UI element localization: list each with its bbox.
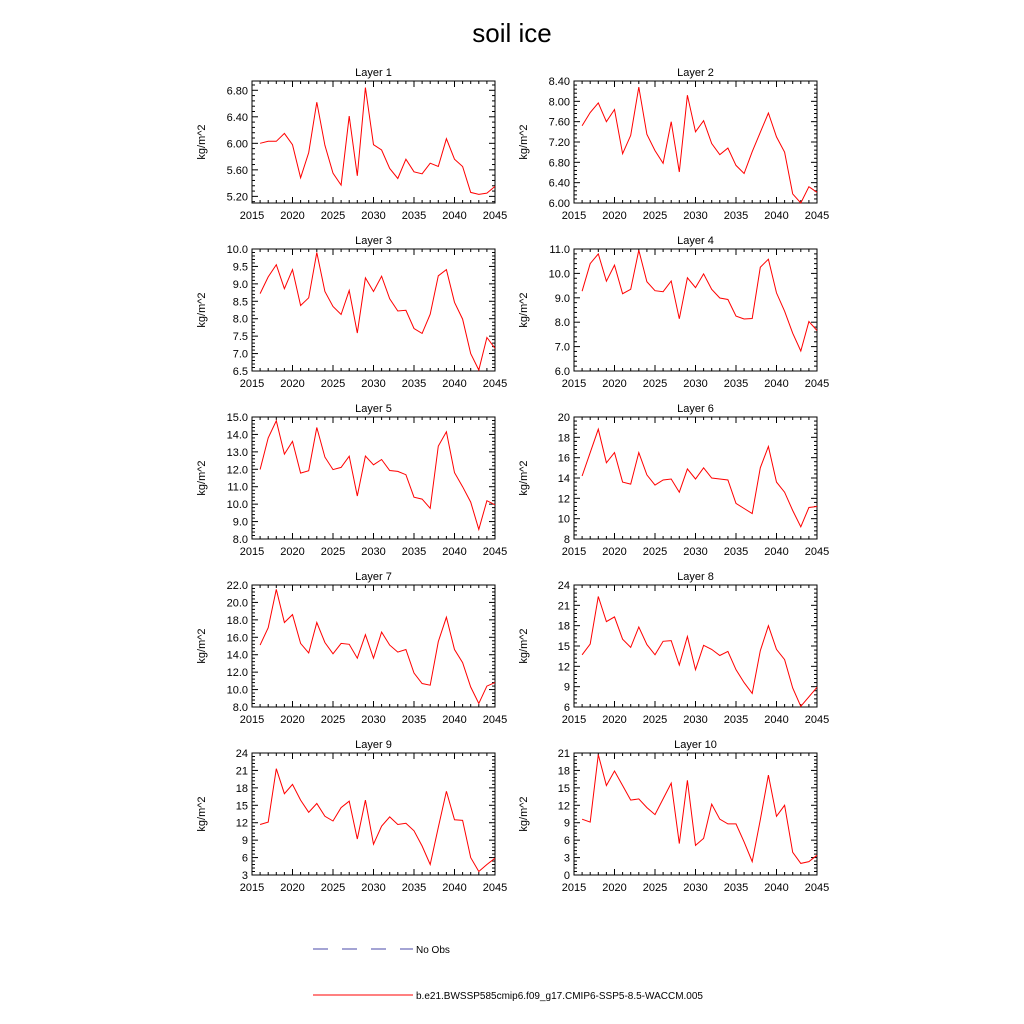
plot-frame — [574, 249, 817, 371]
y-tick-label: 7.0 — [232, 348, 248, 361]
x-tick-label: 2025 — [320, 378, 346, 390]
x-tick-label: 2040 — [764, 546, 789, 558]
y-tick-label: 12 — [557, 800, 570, 813]
y-tick-label: 6.0 — [554, 366, 570, 378]
x-tick-label: 2015 — [561, 378, 587, 390]
panel-layer-7 — [196, 571, 507, 726]
y-tick-label: 10.0 — [226, 499, 248, 512]
y-tick-label: 7.60 — [548, 116, 570, 129]
panel-layer-8 — [518, 571, 829, 726]
x-tick-label: 2035 — [401, 378, 427, 390]
x-tick-label: 2030 — [361, 714, 386, 726]
y-tick-label: 8.5 — [232, 296, 248, 309]
x-tick-label: 2020 — [602, 714, 627, 726]
y-tick-label: 9 — [563, 681, 570, 694]
plot-frame — [574, 417, 817, 539]
x-tick-label: 2025 — [320, 546, 346, 558]
series-line — [582, 250, 817, 351]
x-tick-label: 2030 — [361, 546, 386, 558]
x-tick-label: 2040 — [442, 546, 467, 558]
x-tick-label: 2025 — [642, 714, 668, 726]
y-axis-label: kg/m^2 — [518, 628, 530, 664]
x-tick-label: 2025 — [642, 210, 668, 222]
series-line — [260, 421, 495, 530]
y-tick-label: 7.5 — [232, 331, 248, 344]
plot-frame — [252, 417, 495, 539]
x-tick-label: 2040 — [764, 882, 789, 894]
y-tick-label: 18.0 — [226, 614, 248, 627]
y-tick-label: 6 — [563, 835, 570, 848]
y-tick-label: 18 — [557, 432, 570, 445]
series-line — [582, 429, 817, 527]
x-tick-label: 2015 — [561, 210, 587, 222]
x-tick-label: 2020 — [602, 546, 627, 558]
y-tick-label: 18 — [557, 620, 570, 633]
series-line — [582, 755, 817, 864]
series-line — [582, 597, 817, 707]
y-tick-label: 9.0 — [232, 516, 248, 529]
panels — [196, 67, 829, 894]
y-tick-label: 24 — [235, 748, 248, 760]
y-tick-label: 22.0 — [226, 580, 248, 592]
y-tick-label: 9.5 — [232, 261, 248, 274]
y-tick-label: 10.0 — [226, 244, 248, 256]
legend-label-no-obs: No Obs — [416, 945, 450, 956]
legend-label-model-run: b.e21.BWSSP585cmip6.f09_g17.CMIP6-SSP5-8.5-WACCM.005 — [416, 991, 703, 1002]
plot-frame — [574, 753, 817, 875]
plot-frame — [252, 753, 495, 875]
panel-layer-4 — [518, 235, 829, 390]
x-tick-label: 2015 — [561, 714, 587, 726]
y-tick-label: 12 — [557, 661, 570, 674]
x-tick-label: 2045 — [482, 714, 508, 726]
panel-layer-2 — [518, 67, 829, 222]
panel-layer-1 — [196, 67, 507, 222]
legend — [313, 945, 703, 1002]
plot-frame — [574, 585, 817, 707]
x-tick-label: 2020 — [280, 714, 305, 726]
x-tick-label: 2040 — [442, 882, 467, 894]
x-tick-label: 2045 — [482, 546, 508, 558]
y-tick-label: 8.00 — [548, 96, 570, 109]
x-tick-label: 2020 — [280, 210, 305, 222]
x-tick-label: 2035 — [723, 714, 749, 726]
x-tick-label: 2035 — [401, 210, 427, 222]
x-tick-label: 2030 — [683, 210, 708, 222]
x-tick-label: 2025 — [320, 714, 346, 726]
y-tick-label: 8.0 — [232, 702, 248, 714]
y-tick-label: 5.20 — [226, 191, 248, 204]
panel-title: Layer 6 — [677, 403, 714, 415]
y-axis-label: kg/m^2 — [196, 124, 208, 160]
y-tick-label: 10.0 — [226, 684, 248, 697]
y-axis-label: kg/m^2 — [196, 628, 208, 664]
x-tick-label: 2035 — [723, 378, 749, 390]
panel-title: Layer 1 — [355, 67, 392, 79]
y-tick-label: 6.80 — [548, 157, 570, 170]
x-tick-label: 2030 — [683, 546, 708, 558]
x-tick-label: 2030 — [361, 882, 386, 894]
y-tick-label: 15 — [557, 782, 570, 795]
x-tick-label: 2020 — [280, 546, 305, 558]
series-line — [260, 769, 495, 872]
panel-title: Layer 10 — [674, 739, 717, 751]
y-axis-label: kg/m^2 — [518, 796, 530, 832]
y-tick-label: 11.0 — [227, 481, 248, 494]
y-tick-label: 15.0 — [226, 412, 248, 424]
x-tick-label: 2035 — [723, 546, 749, 558]
x-tick-label: 2045 — [804, 546, 830, 558]
panel-layer-5 — [196, 403, 507, 558]
y-tick-label: 3 — [241, 870, 248, 882]
x-tick-label: 2045 — [482, 378, 508, 390]
x-tick-label: 2025 — [642, 378, 668, 390]
y-tick-label: 9 — [563, 817, 570, 830]
x-tick-label: 2040 — [764, 378, 789, 390]
y-tick-label: 12 — [235, 817, 248, 830]
y-tick-label: 21 — [557, 600, 570, 613]
x-tick-label: 2040 — [442, 714, 467, 726]
x-tick-label: 2020 — [280, 378, 305, 390]
y-tick-label: 6 — [563, 702, 570, 714]
x-tick-label: 2045 — [804, 378, 830, 390]
y-tick-label: 9.0 — [232, 278, 248, 291]
x-tick-label: 2045 — [482, 210, 508, 222]
y-tick-label: 15 — [235, 800, 248, 813]
x-tick-label: 2020 — [280, 882, 305, 894]
x-tick-label: 2040 — [764, 210, 789, 222]
x-tick-label: 2025 — [642, 546, 668, 558]
series-line — [582, 87, 817, 203]
y-tick-label: 8.0 — [232, 534, 248, 546]
figure-title: soil ice — [472, 18, 552, 48]
panel-layer-10 — [518, 739, 829, 894]
y-axis-label: kg/m^2 — [518, 460, 530, 496]
x-tick-label: 2030 — [683, 882, 708, 894]
plot-frame — [574, 81, 817, 203]
x-tick-label: 2025 — [320, 882, 346, 894]
y-tick-label: 3 — [563, 852, 570, 865]
x-tick-label: 2025 — [642, 882, 668, 894]
y-axis-label: kg/m^2 — [196, 796, 208, 832]
x-tick-label: 2040 — [442, 210, 467, 222]
y-tick-label: 6.40 — [548, 177, 570, 190]
y-tick-label: 7.20 — [548, 137, 570, 149]
y-tick-label: 13.0 — [226, 446, 248, 459]
y-tick-label: 6.5 — [232, 366, 248, 378]
y-tick-label: 12.0 — [226, 667, 248, 680]
y-tick-label: 8.40 — [548, 76, 570, 88]
y-tick-label: 21 — [235, 765, 248, 778]
x-tick-label: 2015 — [239, 714, 265, 726]
plot-frame — [252, 585, 495, 707]
series-line — [260, 253, 495, 371]
y-tick-label: 0 — [563, 870, 570, 882]
x-tick-label: 2020 — [602, 378, 627, 390]
x-tick-label: 2030 — [683, 378, 708, 390]
x-tick-label: 2045 — [804, 210, 830, 222]
panel-title: Layer 7 — [355, 571, 392, 583]
y-tick-label: 7.0 — [554, 341, 570, 354]
y-tick-label: 12 — [557, 493, 570, 506]
y-tick-label: 14 — [557, 473, 570, 485]
panel-title: Layer 5 — [355, 403, 392, 415]
y-tick-label: 8 — [563, 534, 570, 546]
y-axis-label: kg/m^2 — [196, 292, 208, 328]
x-tick-label: 2020 — [602, 210, 627, 222]
x-tick-label: 2040 — [442, 378, 467, 390]
y-tick-label: 20 — [557, 412, 570, 424]
x-tick-label: 2015 — [561, 546, 587, 558]
x-tick-label: 2045 — [482, 882, 508, 894]
y-axis-label: kg/m^2 — [518, 124, 530, 160]
y-tick-label: 14.0 — [226, 649, 248, 662]
y-tick-label: 8.0 — [554, 317, 570, 330]
y-tick-label: 6.00 — [226, 138, 248, 151]
series-line — [260, 88, 495, 195]
x-tick-label: 2035 — [723, 882, 749, 894]
x-tick-label: 2045 — [804, 714, 830, 726]
y-tick-label: 20.0 — [226, 597, 248, 610]
x-tick-label: 2015 — [239, 546, 265, 558]
y-tick-label: 16 — [557, 452, 570, 465]
y-tick-label: 6 — [241, 852, 248, 865]
y-axis-label: kg/m^2 — [518, 292, 530, 328]
y-tick-label: 12.0 — [226, 464, 248, 477]
y-tick-label: 14.0 — [226, 429, 248, 442]
x-tick-label: 2025 — [320, 210, 346, 222]
panel-layer-3 — [196, 235, 507, 390]
y-tick-label: 18 — [557, 765, 570, 778]
x-tick-label: 2015 — [239, 210, 265, 222]
x-tick-label: 2035 — [401, 714, 427, 726]
y-tick-label: 24 — [557, 580, 570, 592]
y-tick-label: 6.80 — [226, 85, 248, 98]
panel-title: Layer 4 — [677, 235, 714, 247]
y-tick-label: 11.0 — [549, 244, 570, 256]
panel-title: Layer 9 — [355, 739, 392, 751]
x-tick-label: 2035 — [401, 882, 427, 894]
y-tick-label: 6.00 — [548, 198, 570, 210]
x-tick-label: 2015 — [561, 882, 587, 894]
y-tick-label: 10.0 — [548, 268, 570, 281]
x-tick-label: 2030 — [683, 714, 708, 726]
y-tick-label: 5.60 — [226, 164, 248, 177]
y-tick-label: 9 — [241, 835, 248, 848]
x-tick-label: 2030 — [361, 210, 386, 222]
panel-title: Layer 2 — [677, 67, 714, 79]
panel-layer-9 — [196, 739, 507, 894]
x-tick-label: 2035 — [401, 546, 427, 558]
x-tick-label: 2040 — [764, 714, 789, 726]
panel-layer-6 — [518, 403, 829, 558]
y-tick-label: 21 — [557, 748, 570, 760]
panel-title: Layer 3 — [355, 235, 392, 247]
x-tick-label: 2015 — [239, 882, 265, 894]
x-tick-label: 2035 — [723, 210, 749, 222]
panel-title: Layer 8 — [677, 571, 714, 583]
y-tick-label: 6.40 — [226, 111, 248, 124]
series-line — [260, 589, 495, 703]
y-tick-label: 10 — [557, 513, 570, 526]
x-tick-label: 2020 — [602, 882, 627, 894]
y-tick-label: 16.0 — [226, 632, 248, 645]
y-tick-label: 15 — [557, 641, 570, 653]
y-tick-label: 18 — [235, 782, 248, 795]
x-tick-label: 2015 — [239, 378, 265, 390]
y-tick-label: 8.0 — [232, 313, 248, 326]
y-tick-label: 9.0 — [554, 292, 570, 305]
y-axis-label: kg/m^2 — [196, 460, 208, 496]
x-tick-label: 2030 — [361, 378, 386, 390]
x-tick-label: 2045 — [804, 882, 830, 894]
